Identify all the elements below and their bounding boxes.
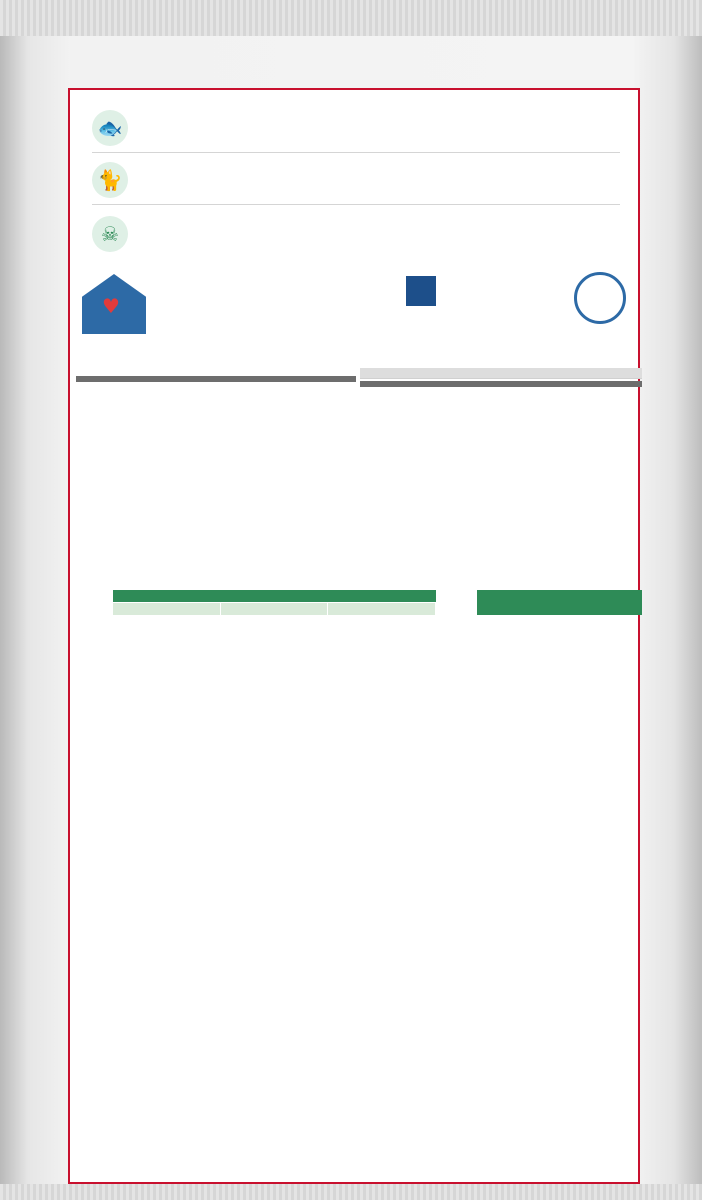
additives-title	[360, 381, 642, 387]
shelter-claim	[76, 270, 274, 370]
pregnant-feeding	[440, 590, 642, 616]
kitten-age-groups	[113, 603, 436, 615]
satisfaction-seal	[574, 272, 626, 324]
feeding-guide	[76, 590, 642, 716]
age-group	[221, 603, 328, 615]
fish-icon: 🐟	[92, 110, 128, 146]
bone-icon: ☠	[92, 216, 128, 252]
divider	[92, 152, 620, 153]
bottom-seal	[0, 1184, 702, 1200]
analytical-title	[76, 376, 356, 382]
divider	[92, 204, 620, 205]
analytical-column	[76, 368, 356, 384]
per-kg-header	[360, 368, 642, 379]
age-group	[113, 603, 220, 615]
bag-weight	[76, 368, 356, 372]
vitamins-column	[360, 368, 642, 389]
kitten-header	[113, 590, 436, 602]
age-group	[328, 603, 435, 615]
label-panel	[68, 88, 640, 1184]
claims-row	[76, 270, 636, 374]
cat-icon: 🐈	[92, 162, 128, 198]
vet-recommended-claim	[406, 270, 566, 370]
pregnant-header	[477, 590, 642, 615]
top-seal	[0, 0, 702, 36]
kitten-feeding	[76, 590, 436, 616]
heart-icon: ♥	[102, 294, 120, 318]
benefit-protein	[92, 160, 632, 208]
guarantee-badge	[564, 272, 636, 368]
benefit-minerals	[92, 214, 632, 262]
hills-logo	[406, 276, 436, 306]
benefit-dha	[92, 108, 632, 156]
